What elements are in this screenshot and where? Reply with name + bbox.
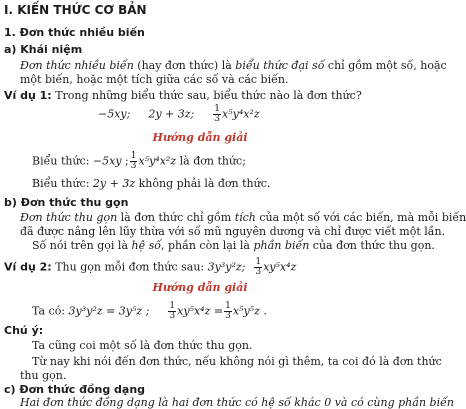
expression: 2y + 3z; [148,107,195,121]
example-text: Trong những biểu thức sau, biểu thức nào là đơn thức? [51,89,362,102]
example-label: Ví dụ 1: [4,89,52,102]
guide-heading-2: Hướng dẫn giải [152,281,248,294]
text: chỉ gồm một số, hoặc [324,59,447,72]
definition-b-line-2: đã được nâng lên lũy thừa với số mũ nguyên dương và chỉ được viết một lần. [20,225,446,238]
fraction: $\frac{1}{3}$ [130,151,137,171]
subsection-title: 1. Đơn thức nhiều biến [4,26,145,39]
heading-similar-monomials: c) Đơn thức đồng dạng [4,383,146,396]
term: biểu thức đại số [235,59,325,72]
definition-c-partial: Hai đơn thức đồng dạng là hai đơn thức có hệ số khác 0 và có cùng phần biến [20,396,454,409]
fraction: $\frac{1}{3}$ [214,104,221,124]
definition-b-line-1: Đơn thức thu gọn là đơn thức chỉ gồm tích của một số với các biến, mà mỗi biến [20,211,466,224]
note-line-1: Ta cũng coi một số là đơn thức thu gọn. [32,339,253,352]
heading-reduced-monomial: b) Đơn thức thu gọn [4,196,129,209]
guide-heading: Hướng dẫn giải [152,131,248,144]
example-1-prompt [4,89,362,102]
fraction: $\frac{1}{3}$ [169,301,176,321]
expression: x⁵y⁴x²z [222,107,260,121]
section-title: I. KIẾN THỨC CƠ BẢN [4,3,147,17]
solution-1-line-2: Biểu thức: 2y + 3z không phải là đơn thức. [32,177,271,190]
definition-b-line-3: Số nói trên gọi là hệ số, phần còn lại là phần biến của đơn thức thu gọn. [32,239,435,252]
definition-line-2: một biến, hoặc một tích giữa các số và các biến. [20,73,289,86]
note-heading: Chú ý: [4,324,44,337]
definition-line-1 [20,59,447,72]
note-line-3: thu gọn. [20,369,67,382]
expression: −5xy; [98,107,131,121]
term: Đơn thức nhiều biến [20,59,134,72]
example-1-expressions [98,105,260,124]
fraction: $\frac{1}{3}$ [225,301,231,321]
solution-2-line: Ta có: 3y³y²z = 3y⁵z ; $\frac{1}{3}$ xy⁵x⁴z = $\frac{1}{3}$ x⁵y⁵z . [32,301,267,321]
fraction: $\frac{1}{3}$ [255,257,262,277]
example-2-prompt: Ví dụ 2: Thu gọn mỗi đơn thức sau: 3y³y²z; $\frac{1}{3}$ xy⁵x⁴z [4,257,297,277]
note-line-2: Từ nay khi nói đến đơn thức, nếu không nói gì thêm, ta coi đó là đơn thức [32,355,442,368]
heading-concept: a) Khái niệm [4,43,83,56]
text: (hay đơn thức) là [133,59,236,72]
solution-1-line-1: Biểu thức: −5xy ; $\frac{1}{3}$ x⁵y⁴x²z là đơn thức; [32,151,246,171]
